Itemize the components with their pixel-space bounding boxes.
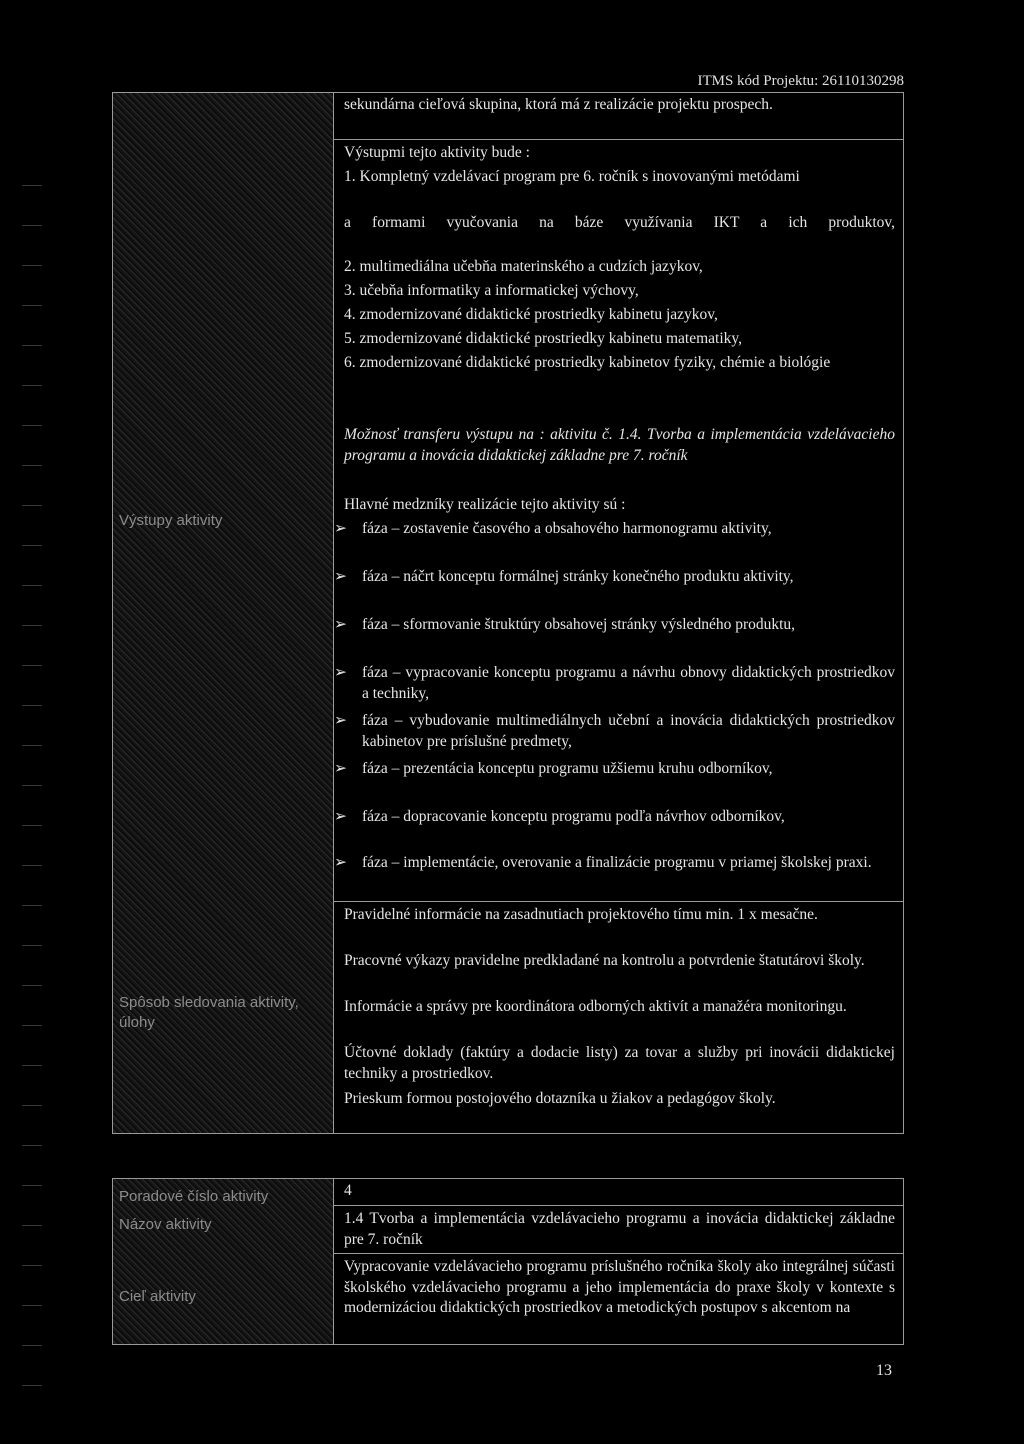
scan-edge-noise: [22, 150, 42, 1400]
output-item-5: 5. zmodernizované didaktické prostriedky kabinetu matematiky,: [344, 330, 742, 347]
output-item-6: 6. zmodernizované didaktické prostriedky kabinetov fyziky, chémie a biológie: [344, 354, 831, 371]
bullet-arrow-icon: ➢: [334, 712, 347, 729]
itms-project-code: ITMS kód Projektu: 26110130298: [697, 73, 904, 89]
bullet-arrow-icon: ➢: [334, 568, 347, 585]
milestone-item: [334, 853, 895, 874]
transfer-note: Možnosť transferu výstupu na : aktivitu č. 1.4. Tvorba a implementácia vzdelávacieho programu a inovácia didaktickej základne pre 7. ročník: [344, 426, 895, 464]
milestone-text: fáza – dopracovanie konceptu programu podľa návrhov odborníkov,: [362, 808, 785, 825]
label-column: [113, 1179, 334, 1344]
outputs-heading: Výstupmi tejto aktivity bude :: [344, 144, 530, 161]
bullet-arrow-icon: ➢: [334, 854, 347, 871]
milestone-text: fáza – implementácie, overovanie a finalizácie programu v priamej školskej praxi.: [362, 854, 872, 871]
milestone-item: [334, 519, 895, 540]
milestone-text: fáza – prezentácia konceptu programu užšiemu kruhu odborníkov,: [362, 760, 773, 777]
label-activity-number: Poradové číslo aktivity: [119, 1188, 269, 1205]
milestone-text: fáza – zostavenie časového a obsahového harmonogramu aktivity,: [362, 520, 772, 537]
monitoring-item-5: Prieskum formou postojového dotazníka u žiakov a pedagógov školy.: [344, 1090, 776, 1107]
row-divider: [334, 1205, 903, 1206]
milestone-item: [334, 615, 895, 636]
activity-table-4: [112, 1178, 904, 1345]
activity-name: 1.4 Tvorba a implementácia vzdelávacieho programu a inovácia didaktickej základne pre 7. ročník: [344, 1210, 895, 1248]
page-number: 13: [876, 1362, 892, 1379]
activity-number: 4: [344, 1182, 352, 1199]
milestone-text: fáza – sformovanie štruktúry obsahovej stránky výsledného produktu,: [362, 616, 796, 633]
row-divider: [334, 139, 903, 140]
output-item-4: 4. zmodernizované didaktické prostriedky kabinetu jazykov,: [344, 306, 718, 323]
label-column: [113, 93, 334, 1133]
milestone-text: fáza – náčrt konceptu formálnej stránky konečného produktu aktivity,: [362, 568, 794, 585]
milestone-item: [334, 663, 895, 704]
content-column: [334, 93, 903, 1133]
output-item-1-cont: a formami vyučovania na báze využívania IKT a ich produktov,: [344, 214, 895, 231]
monitoring-item-4: Účtovné doklady (faktúry a dodacie listy) za tovar a služby pri inovácii didaktickej techniky a prostriedkov.: [344, 1044, 895, 1082]
monitoring-item-1: Pravidelné informácie na zasadnutiach projektového tímu min. 1 x mesačne.: [344, 906, 818, 923]
content-column: [334, 1179, 903, 1344]
monitoring-item-2: Pracovné výkazy pravidelne predkladané na kontrolu a potvrdenie štatutárovi školy.: [344, 952, 865, 969]
milestone-item: [334, 807, 895, 828]
milestone-item: [334, 711, 895, 752]
row-divider: [334, 901, 903, 902]
bullet-arrow-icon: ➢: [334, 760, 347, 777]
output-item-2: 2. multimediálna učebňa materinského a cudzích jazykov,: [344, 258, 703, 275]
intro-text: sekundárna cieľová skupina, ktorá má z realizácie projektu prospech.: [344, 96, 773, 113]
activity-table-continued: [112, 92, 904, 1134]
label-activity-goal: Cieľ aktivity: [119, 1288, 196, 1305]
output-item-3: 3. učebňa informatiky a informatickej výchovy,: [344, 282, 639, 299]
milestone-item: [334, 759, 895, 780]
row-divider: [334, 1253, 903, 1254]
bullet-arrow-icon: ➢: [334, 520, 347, 537]
milestone-text: fáza – vybudovanie multimediálnych učební a inovácia didaktických prostriedkov kabinetov pre príslušné predmety,: [362, 712, 895, 750]
monitoring-item-3: Informácie a správy pre koordinátora odborných aktivít a manažéra monitoringu.: [344, 998, 847, 1015]
activity-goal: Vypracovanie vzdelávacieho programu príslušného ročníka školy ako integrálnej súčasti školského vzdelávacieho programu a jeho implementácia do praxe školy v kontexte s modernizáciou didaktických prostriedkov a metodických postupov s akcentom na: [344, 1258, 895, 1316]
bullet-arrow-icon: ➢: [334, 808, 347, 825]
label-outputs: Výstupy aktivity: [119, 512, 223, 529]
milestone-item: [334, 567, 895, 588]
label-monitoring: Spôsob sledovania aktivity, úlohy: [119, 994, 299, 1031]
bullet-arrow-icon: ➢: [334, 664, 347, 681]
output-item-1: 1. Kompletný vzdelávací program pre 6. ročník s inovovanými metódami: [344, 168, 800, 185]
milestone-text: fáza – vypracovanie konceptu programu a návrhu obnovy didaktických prostriedkov a techniky,: [362, 664, 895, 702]
bullet-arrow-icon: ➢: [334, 616, 347, 633]
label-activity-name: Názov aktivity: [119, 1216, 212, 1233]
milestones-heading: Hlavné medzníky realizácie tejto aktivity sú :: [344, 496, 626, 513]
